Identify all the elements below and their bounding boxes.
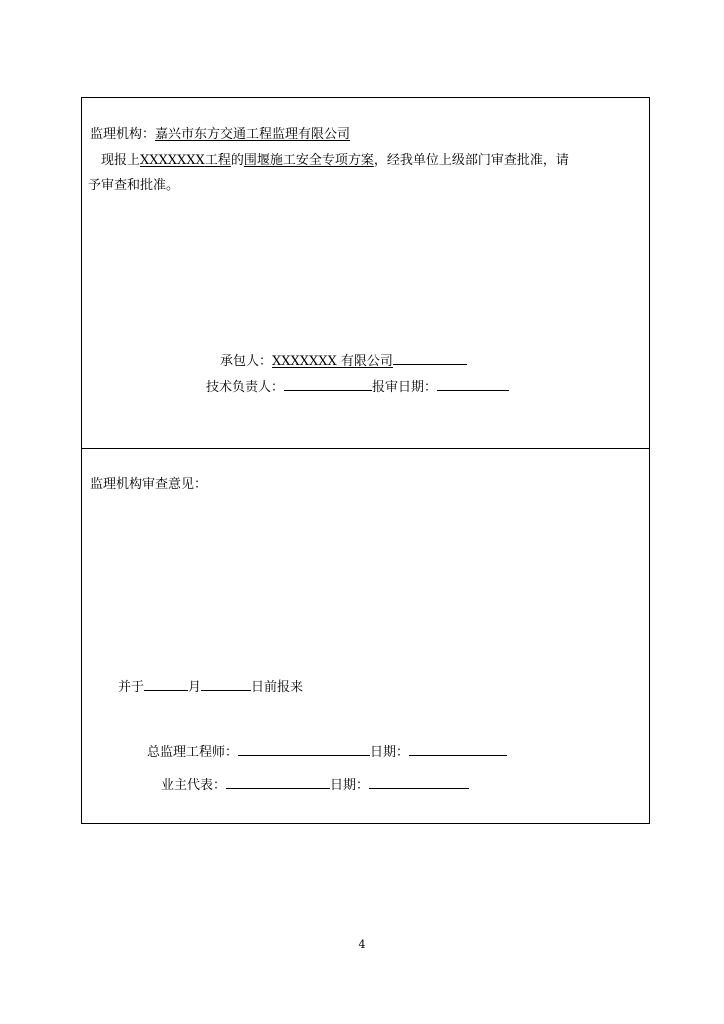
tech-lead-blank[interactable] — [284, 378, 372, 391]
date-blank-2[interactable] — [369, 776, 469, 789]
tech-lead-line — [206, 378, 509, 396]
project-suffix: 工程 — [204, 153, 231, 168]
date-label-1: 日期： — [370, 745, 410, 760]
chief-engineer-line — [147, 743, 507, 761]
project-name: XXXXXXX — [140, 153, 205, 168]
owner-rep-label: 业主代表： — [161, 778, 227, 793]
org-line — [90, 127, 350, 143]
submit-date-blank[interactable] — [437, 378, 509, 391]
opinion-label: 监理机构审查意见： — [90, 477, 208, 492]
tech-lead-label: 技术负责人： — [206, 380, 285, 395]
approval-form — [81, 97, 650, 824]
contractor-name: XXXXXXX 有限公司 — [272, 354, 393, 369]
contractor-blank[interactable] — [393, 352, 467, 365]
date-label-2: 日期： — [330, 778, 370, 793]
and-before: 并于 — [118, 680, 145, 695]
chief-engineer-blank[interactable] — [238, 743, 370, 756]
deadline-line — [118, 678, 303, 696]
chief-engineer-label: 总监理工程师： — [147, 745, 239, 760]
day-before-report: 日前报来 — [251, 680, 304, 695]
section-divider — [81, 448, 650, 449]
report-line-2: 予审查和批准。 — [88, 178, 180, 193]
page-number: 4 — [358, 938, 366, 951]
contractor-line — [220, 352, 467, 370]
report-rest: ，经我单位上级部门审查批准，请 — [373, 153, 569, 168]
report-line — [101, 153, 569, 169]
day-blank[interactable] — [201, 678, 251, 691]
month-label: 月 — [188, 680, 202, 695]
org-label: 监理机构： — [90, 127, 156, 142]
month-blank[interactable] — [144, 678, 188, 691]
plan-name: 围堰施工安全专项方案 — [243, 153, 374, 168]
org-name: 嘉兴市东方交通工程监理有限公司 — [155, 127, 351, 142]
of-text: 的 — [230, 153, 244, 168]
submit-date-label: 报审日期： — [372, 380, 438, 395]
owner-rep-line — [161, 776, 469, 794]
contractor-label: 承包人： — [220, 354, 273, 369]
owner-rep-blank[interactable] — [226, 776, 330, 789]
report-prefix: 现报上 — [101, 153, 141, 168]
date-blank-1[interactable] — [409, 743, 507, 756]
